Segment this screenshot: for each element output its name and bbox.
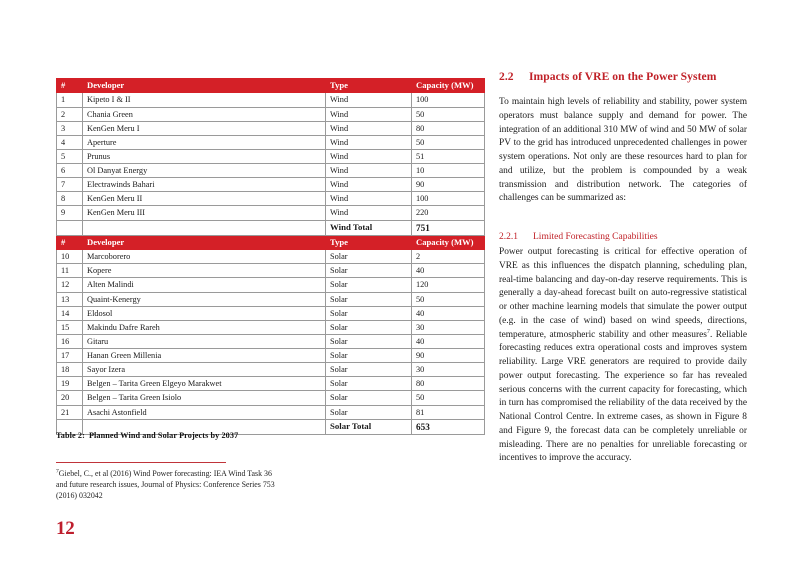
cell-developer: Eldosol <box>83 306 326 320</box>
cell-type: Solar <box>326 306 412 320</box>
table-row <box>57 306 485 320</box>
cell-type: Wind <box>326 178 412 192</box>
cell-type: Wind <box>326 93 412 107</box>
cell-capacity: 81 <box>412 405 485 419</box>
subsection-heading-2-2-1 <box>499 232 747 242</box>
cell-number: 3 <box>57 121 83 135</box>
right-column <box>499 0 747 566</box>
subsection-title: Limited Forecasting Capabilities <box>533 232 658 242</box>
cell-type: Wind <box>326 135 412 149</box>
cell-capacity: 100 <box>412 93 485 107</box>
cell-number: 20 <box>57 391 83 405</box>
column-header-number: # <box>57 79 83 93</box>
cell-type: Wind <box>326 206 412 220</box>
table-row <box>57 264 485 278</box>
cell-developer: Makindu Dafre Rareh <box>83 320 326 334</box>
cell-capacity: 50 <box>412 292 485 306</box>
cell-capacity: 30 <box>412 320 485 334</box>
cell-developer: Belgen – Tarita Green Isiolo <box>83 391 326 405</box>
cell-capacity: 50 <box>412 107 485 121</box>
cell-capacity: 80 <box>412 121 485 135</box>
cell-developer: Quaint-Kenergy <box>83 292 326 306</box>
solar-total-value: 653 <box>412 419 485 434</box>
paragraph-forecasting-part1: Power output forecasting is critical for effective operation of VRE as this influences the dispatch planning, scheduling plan, real-time balancing and day-on-day reserve requirements. This is generally a day-ahead forecast built on auto-regressive statistical or other machine learning models that simulate the power output (e.g. in the case of wind) based on wind speeds, directions, temperature, atmospheric stability and other measures <box>499 247 747 340</box>
cell-developer: Alten Malindi <box>83 278 326 292</box>
solar-header-row <box>57 235 485 249</box>
table-row <box>57 320 485 334</box>
cell-developer: Electrawinds Bahari <box>83 178 326 192</box>
cell-number: 11 <box>57 264 83 278</box>
cell-capacity: 120 <box>412 278 485 292</box>
cell-developer: Prunus <box>83 149 326 163</box>
table-body <box>57 79 485 435</box>
cell-capacity: 50 <box>412 391 485 405</box>
table-row <box>57 334 485 348</box>
section-title: Impacts of VRE on the Power System <box>529 70 717 83</box>
cell-capacity: 2 <box>412 250 485 264</box>
cell-developer: KenGen Meru I <box>83 121 326 135</box>
cell-number: 16 <box>57 334 83 348</box>
solar-total-label: Solar Total <box>326 419 412 434</box>
cell-number: 1 <box>57 93 83 107</box>
table-row <box>57 135 485 149</box>
footnote-section <box>56 462 284 502</box>
table-row <box>57 349 485 363</box>
wind-total-row <box>57 220 485 235</box>
wind-header-row <box>57 79 485 93</box>
cell-developer: Ol Danyat Energy <box>83 164 326 178</box>
table-row <box>57 164 485 178</box>
footnote-entry <box>56 469 284 502</box>
cell-number: 8 <box>57 192 83 206</box>
cell-capacity: 30 <box>412 363 485 377</box>
cell-number: 12 <box>57 278 83 292</box>
wind-total-value: 751 <box>412 220 485 235</box>
table-caption-label: Table 2: <box>56 431 85 440</box>
table-row <box>57 192 485 206</box>
cell-capacity: 10 <box>412 164 485 178</box>
table-row <box>57 292 485 306</box>
cell-developer: Chania Green <box>83 107 326 121</box>
cell-developer: KenGen Meru III <box>83 206 326 220</box>
cell-developer: Aperture <box>83 135 326 149</box>
cell-capacity: 40 <box>412 334 485 348</box>
column-header-capacity: Capacity (MW) <box>412 79 485 93</box>
cell-developer: Marcoborero <box>83 250 326 264</box>
table-row <box>57 107 485 121</box>
cell-type: Wind <box>326 121 412 135</box>
cell-capacity: 90 <box>412 178 485 192</box>
cell-capacity: 50 <box>412 135 485 149</box>
left-column <box>56 0 484 566</box>
page-number: 12 <box>56 518 75 539</box>
column-header-number: # <box>57 235 83 249</box>
table-caption <box>56 431 238 440</box>
table-row <box>57 121 485 135</box>
cell-developer: Hanan Green Millenia <box>83 349 326 363</box>
blank-cell <box>83 220 326 235</box>
footnote-citation: Giebel, C., et al (2016) Wind Power forecasting: IEA Wind Task 36 and future research issues, Journal of Physics: Conference Series 753 (2016) 032042 <box>56 469 275 500</box>
cell-number: 4 <box>57 135 83 149</box>
cell-developer: Kopere <box>83 264 326 278</box>
column-header-type: Type <box>326 235 412 249</box>
planned-projects-table <box>56 78 485 435</box>
cell-number: 2 <box>57 107 83 121</box>
cell-type: Solar <box>326 405 412 419</box>
section-number: 2.2 <box>499 70 514 83</box>
blank-cell <box>57 220 83 235</box>
cell-type: Wind <box>326 164 412 178</box>
cell-number: 13 <box>57 292 83 306</box>
cell-number: 18 <box>57 363 83 377</box>
cell-developer: Sayor Izera <box>83 363 326 377</box>
cell-type: Solar <box>326 391 412 405</box>
cell-number: 21 <box>57 405 83 419</box>
table-row <box>57 93 485 107</box>
table-row <box>57 178 485 192</box>
cell-number: 10 <box>57 250 83 264</box>
paragraph-intro: To maintain high levels of reliability and stability, power system operators must balance supply and demand for power. The integration of an additional 310 MW of wind and 50 MW of solar PV to the grid has introduced unprecedented challenges in power system operations. Not only are these resources hard to plan for and utilize, but the problem is compounded by a weak transmission and distribution network. The categories of challenges can be summarized as: <box>499 97 747 204</box>
cell-type: Solar <box>326 278 412 292</box>
paragraph-forecasting <box>499 246 747 466</box>
cell-developer: KenGen Meru II <box>83 192 326 206</box>
table-row <box>57 377 485 391</box>
cell-type: Solar <box>326 320 412 334</box>
cell-type: Solar <box>326 334 412 348</box>
footnote-marker: 7 <box>56 468 59 475</box>
cell-type: Solar <box>326 292 412 306</box>
paragraph-forecasting-part2: . Reliable forecasting reduces extra operational costs and improves system reliability. Large VRE generators are required to provide daily power output forecasting. The experience so far has revealed serious concerns with the current capacity for forecasting, which in turn has compromised the reliability of the data received by the National Control Centre. In extreme cases, as shown in Figure 8 and Figure 9, the forecast data can be completely unreliable or misleading. There are no penalties for unreliable forecasting or incentives to improve the accuracy. <box>499 329 747 464</box>
cell-type: Wind <box>326 149 412 163</box>
cell-capacity: 220 <box>412 206 485 220</box>
cell-capacity: 40 <box>412 264 485 278</box>
cell-capacity: 40 <box>412 306 485 320</box>
table-row <box>57 363 485 377</box>
cell-capacity: 51 <box>412 149 485 163</box>
cell-number: 5 <box>57 149 83 163</box>
footnote-divider <box>56 462 226 463</box>
cell-number: 19 <box>57 377 83 391</box>
cell-developer: Asachi Astonfield <box>83 405 326 419</box>
cell-number: 15 <box>57 320 83 334</box>
cell-number: 14 <box>57 306 83 320</box>
table-row <box>57 250 485 264</box>
column-header-capacity: Capacity (MW) <box>412 235 485 249</box>
cell-developer: Belgen – Tarita Green Elgeyo Marakwet <box>83 377 326 391</box>
cell-number: 9 <box>57 206 83 220</box>
cell-developer: Kipeto I & II <box>83 93 326 107</box>
table-row <box>57 391 485 405</box>
column-header-developer: Developer <box>83 79 326 93</box>
wind-total-label: Wind Total <box>326 220 412 235</box>
table-caption-text: Planned Wind and Solar Projects by 2037 <box>88 431 239 440</box>
cell-type: Solar <box>326 349 412 363</box>
cell-number: 7 <box>57 178 83 192</box>
table-row <box>57 405 485 419</box>
cell-capacity: 80 <box>412 377 485 391</box>
cell-capacity: 100 <box>412 192 485 206</box>
paragraph-footnote-marker: 7 <box>706 327 710 335</box>
cell-type: Wind <box>326 107 412 121</box>
column-header-type: Type <box>326 79 412 93</box>
table-row <box>57 206 485 220</box>
cell-number: 17 <box>57 349 83 363</box>
cell-type: Solar <box>326 250 412 264</box>
cell-type: Solar <box>326 377 412 391</box>
cell-capacity: 90 <box>412 349 485 363</box>
cell-type: Solar <box>326 264 412 278</box>
table-row <box>57 278 485 292</box>
cell-number: 6 <box>57 164 83 178</box>
section-heading-2-2 <box>499 70 747 83</box>
cell-developer: Gitaru <box>83 334 326 348</box>
table-row <box>57 149 485 163</box>
subsection-number: 2.2.1 <box>499 232 518 242</box>
cell-type: Wind <box>326 192 412 206</box>
cell-type: Solar <box>326 363 412 377</box>
column-header-developer: Developer <box>83 235 326 249</box>
